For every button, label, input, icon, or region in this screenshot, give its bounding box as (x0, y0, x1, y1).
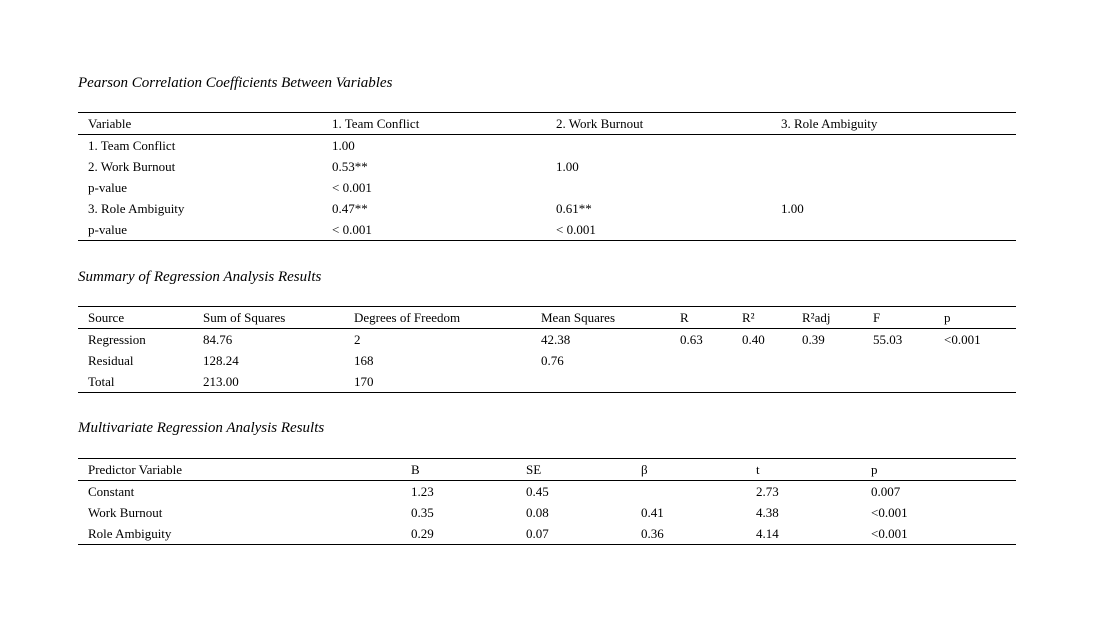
table-cell: 0.007 (871, 484, 901, 499)
table-cell: Work Burnout (88, 505, 163, 520)
table-row (78, 156, 1016, 177)
table-cell: 0.08 (526, 505, 549, 520)
header-cell: Degrees of Freedom (354, 310, 461, 325)
table-row (78, 523, 1016, 544)
table-cell: 42.38 (541, 332, 571, 347)
table-cell: 4.14 (756, 526, 779, 541)
header-cell: Source (88, 310, 125, 325)
header-cell: p (871, 462, 878, 477)
header-cell: 1. Team Conflict (332, 116, 420, 131)
table-cell: p-value (88, 180, 127, 195)
multivariate-table-caption: Multivariate Regression Analysis Results (78, 420, 325, 436)
table-cell: 0.76 (541, 353, 564, 368)
table-cell: <0.001 (871, 526, 908, 541)
table-cell: 0.29 (411, 526, 434, 541)
bottom-rule (78, 392, 1016, 393)
table-cell: Residual (88, 353, 134, 368)
bottom-rule (78, 544, 1016, 545)
header-cell: Predictor Variable (88, 462, 182, 477)
table-cell: 1.00 (556, 159, 579, 174)
table-cell: Constant (88, 484, 135, 499)
table-cell: <0.001 (944, 332, 981, 347)
table-cell: Total (88, 374, 115, 389)
table-cell: 84.76 (203, 332, 233, 347)
regression-summary-caption: Summary of Regression Analysis Results (78, 269, 322, 285)
regression-summary-table (78, 306, 1016, 393)
header-cell: Mean Squares (541, 310, 616, 325)
table-cell: 2. Work Burnout (88, 159, 176, 174)
header-cell: B (411, 462, 420, 477)
table-cell: Regression (88, 332, 146, 347)
table-cell: 0.53** (332, 159, 368, 174)
table-cell: 0.45 (526, 484, 549, 499)
table-header-row (78, 459, 1016, 480)
table-cell: < 0.001 (332, 180, 372, 195)
table-cell: < 0.001 (556, 222, 596, 237)
header-cell: R² (742, 310, 755, 325)
table-header-row (78, 113, 1016, 134)
table-cell: 170 (354, 374, 374, 389)
table-row (78, 329, 1016, 350)
bottom-rule (78, 240, 1016, 241)
table-cell: 4.38 (756, 505, 779, 520)
table-cell: 0.40 (742, 332, 765, 347)
header-cell: 2. Work Burnout (556, 116, 644, 131)
table-cell: 1.00 (332, 138, 355, 153)
table-row (78, 219, 1016, 240)
table-cell: < 0.001 (332, 222, 372, 237)
table-cell: 1.23 (411, 484, 434, 499)
header-cell: 3. Role Ambiguity (781, 116, 878, 131)
table-cell: 0.47** (332, 201, 368, 216)
correlation-table (78, 112, 1016, 241)
header-cell: SE (526, 462, 542, 477)
header-cell: Sum of Squares (203, 310, 286, 325)
table-cell: 0.07 (526, 526, 549, 541)
table-row (78, 502, 1016, 523)
table-cell: 3. Role Ambiguity (88, 201, 185, 216)
table-cell: 55.03 (873, 332, 903, 347)
correlation-table-caption: Pearson Correlation Coefficients Between Variables (78, 75, 393, 91)
table-row (78, 350, 1016, 371)
multivariate-table (78, 458, 1016, 545)
table-row (78, 371, 1016, 392)
table-cell: p-value (88, 222, 127, 237)
table-cell: <0.001 (871, 505, 908, 520)
table-cell: 2 (354, 332, 361, 347)
header-cell: p (944, 310, 951, 325)
table-cell: 168 (354, 353, 374, 368)
table-row (78, 481, 1016, 502)
table-cell: 1.00 (781, 201, 804, 216)
table-cell: 0.36 (641, 526, 664, 541)
table-row (78, 135, 1016, 156)
table-cell: 0.35 (411, 505, 434, 520)
table-cell: 0.41 (641, 505, 664, 520)
table-cell: 1. Team Conflict (88, 138, 176, 153)
table-cell: 0.39 (802, 332, 825, 347)
table-row (78, 177, 1016, 198)
header-cell: β (641, 462, 648, 477)
table-header-row (78, 307, 1016, 328)
table-cell: 128.24 (203, 353, 239, 368)
table-cell: 2.73 (756, 484, 779, 499)
header-cell: F (873, 310, 881, 325)
header-cell: R²adj (802, 310, 831, 325)
header-cell: t (756, 462, 760, 477)
table-cell: 0.61** (556, 201, 592, 216)
table-row (78, 198, 1016, 219)
table-cell: 0.63 (680, 332, 703, 347)
table-cell: 213.00 (203, 374, 239, 389)
header-cell: Variable (88, 116, 132, 131)
header-cell: R (680, 310, 689, 325)
table-cell: Role Ambiguity (88, 526, 172, 541)
